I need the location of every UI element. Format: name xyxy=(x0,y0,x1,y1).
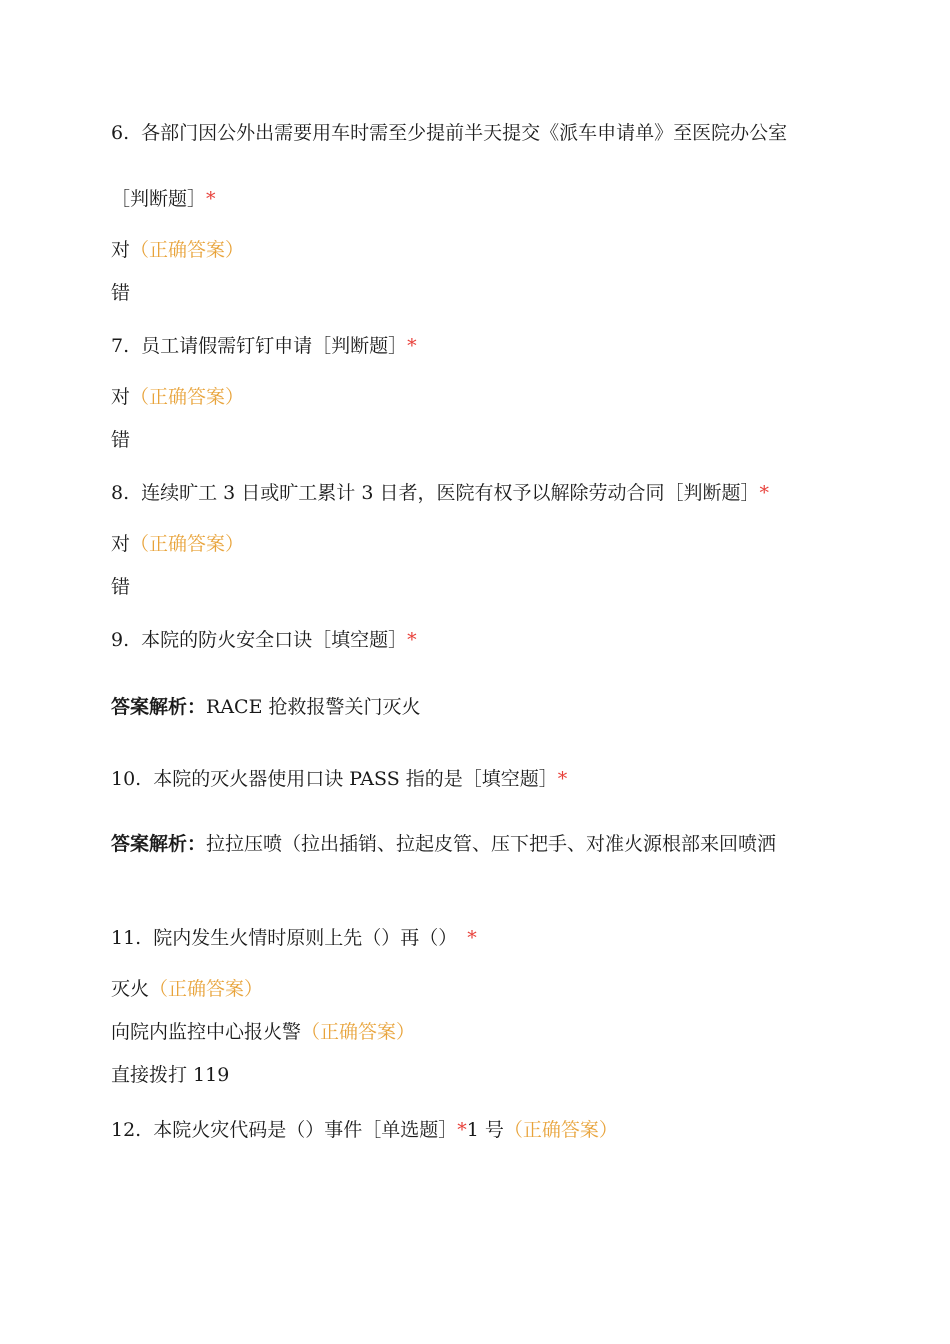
required-marker: * xyxy=(759,482,769,504)
required-marker: * xyxy=(407,335,417,357)
question-11-title xyxy=(111,926,477,950)
answer-inline: 1 号 xyxy=(466,1119,504,1141)
question-number: 6. xyxy=(111,122,130,144)
question-text: 各部门因公外出需要用车时需至少提前半天提交《派车申请单》至医院办公室 xyxy=(141,122,788,144)
option-item[interactable] xyxy=(111,977,263,1001)
answer-analysis xyxy=(111,695,421,719)
question-type: ［判断题］ xyxy=(111,188,207,210)
required-marker: * xyxy=(467,927,477,949)
required-marker: * xyxy=(457,1119,467,1141)
question-number: 10. xyxy=(111,768,142,790)
required-marker: * xyxy=(407,629,417,651)
option-item[interactable] xyxy=(111,428,130,452)
option-label: 向院内监控中心报火警 xyxy=(111,1021,302,1043)
option-item[interactable] xyxy=(111,1063,229,1087)
question-type: ［单选题］ xyxy=(362,1119,458,1141)
option-item[interactable] xyxy=(111,532,244,556)
option-item[interactable] xyxy=(111,385,244,409)
question-text: 本院的灭火器使用口诀 PASS 指的是 xyxy=(153,768,463,790)
option-label: 错 xyxy=(111,282,131,304)
question-text: 本院火灾代码是（）事件 xyxy=(153,1119,363,1141)
answer-label: 答案解析： xyxy=(111,696,207,718)
option-label: 对 xyxy=(111,386,131,408)
answer-text: 拉拉压喷（拉出插销、拉起皮管、压下把手、对准火源根部来回喷洒 xyxy=(206,833,777,855)
question-10-title xyxy=(111,767,567,791)
question-text: 院内发生火情时原则上先（）再（） xyxy=(153,927,458,949)
question-number: 12. xyxy=(111,1119,142,1141)
question-text: 员工请假需钉钉申请 xyxy=(141,335,313,357)
option-item[interactable] xyxy=(111,1020,415,1044)
option-label: 直接拨打 119 xyxy=(111,1064,230,1086)
question-number: 8. xyxy=(111,482,130,504)
answer-text: RACE 抢救报警关门灭火 xyxy=(206,696,421,718)
required-marker: * xyxy=(206,188,216,210)
correct-answer-tag: （正确答案） xyxy=(503,1119,618,1141)
question-type: ［填空题］ xyxy=(462,768,558,790)
question-text: 本院的防火安全口诀 xyxy=(141,629,313,651)
question-6-type-line xyxy=(111,187,216,211)
option-label: 错 xyxy=(111,429,131,451)
correct-answer-tag: （正确答案） xyxy=(149,978,264,1000)
question-type: ［判断题］ xyxy=(312,335,408,357)
question-text: 连续旷工 3 日或旷工累计 3 日者，医院有权予以解除劳动合同 xyxy=(141,482,665,504)
question-9-title xyxy=(111,628,417,652)
option-item[interactable] xyxy=(111,238,244,262)
option-label: 灭火 xyxy=(111,978,150,1000)
option-label: 错 xyxy=(111,576,131,598)
option-label: 对 xyxy=(111,533,131,555)
question-6-title xyxy=(111,121,816,145)
question-12-title xyxy=(111,1118,618,1142)
question-8-title xyxy=(111,481,769,505)
question-type: ［判断题］ xyxy=(664,482,760,504)
answer-label: 答案解析： xyxy=(111,833,207,855)
option-label: 对 xyxy=(111,239,131,261)
question-number: 11. xyxy=(111,927,142,949)
required-marker: * xyxy=(557,768,568,790)
answer-analysis xyxy=(111,832,816,856)
question-number: 9. xyxy=(111,629,130,651)
correct-answer-tag: （正确答案） xyxy=(301,1021,416,1043)
option-item[interactable] xyxy=(111,281,130,305)
question-type: ［填空题］ xyxy=(312,629,408,651)
correct-answer-tag: （正确答案） xyxy=(130,386,245,408)
correct-answer-tag: （正确答案） xyxy=(130,239,245,261)
correct-answer-tag: （正确答案） xyxy=(130,533,245,555)
question-7-title xyxy=(111,334,417,358)
question-number: 7. xyxy=(111,335,130,357)
option-item[interactable] xyxy=(111,575,130,599)
